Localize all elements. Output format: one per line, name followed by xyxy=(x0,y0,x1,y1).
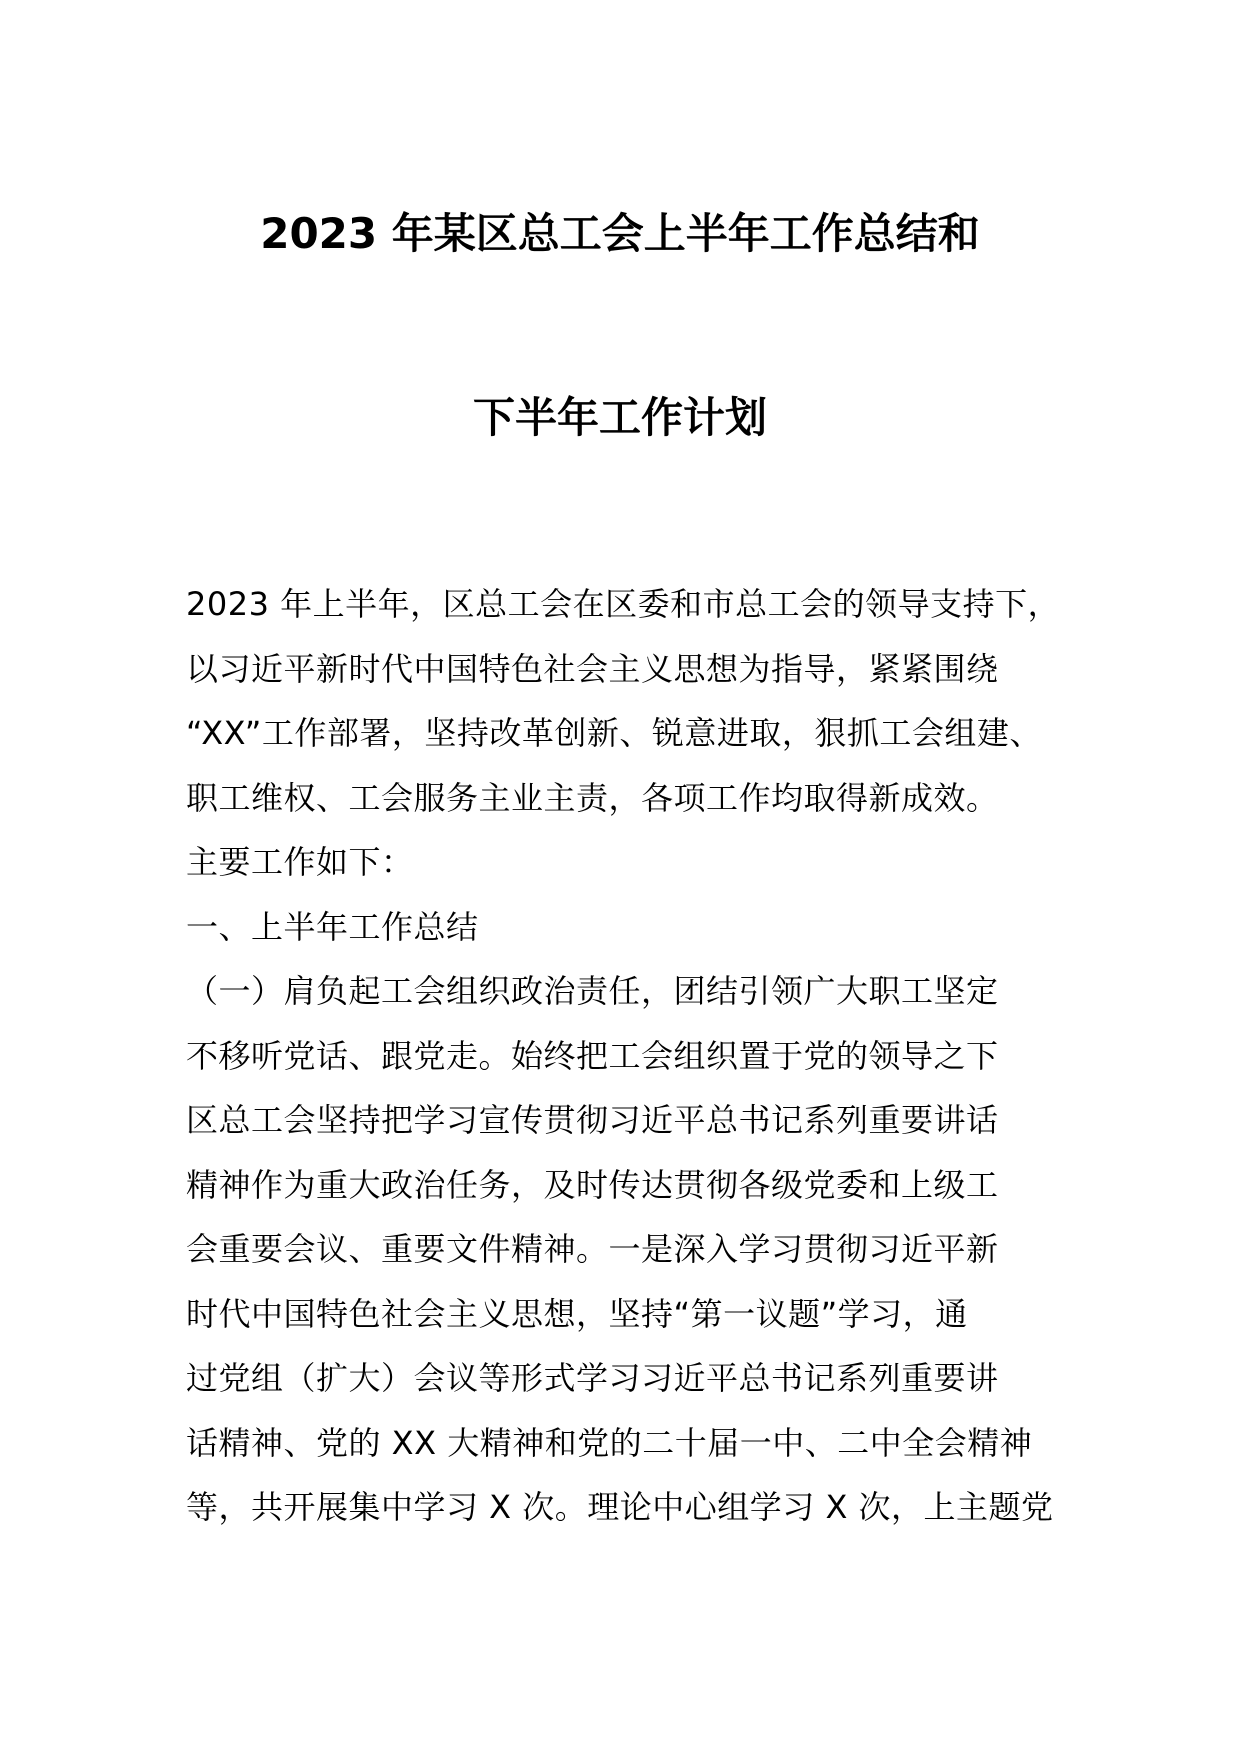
body-line: 时代中国特色社会主义思想，坚持“第一议题”学习，通 xyxy=(186,1294,968,1333)
body-line: “XX”工作部署，坚持改革创新、锐意进取，狠抓工会组建、 xyxy=(186,714,1042,752)
body-line: 精神作为重大政治任务，及时传达贯彻各级党委和上级工 xyxy=(186,1165,999,1204)
body-line: 区总工会坚持把学习宣传贯彻习近平总书记系列重要讲话 xyxy=(186,1101,999,1139)
body-line: 以习近平新时代中国特色社会主义思想为指导，紧紧围绕 xyxy=(186,649,999,688)
document-body xyxy=(186,572,1086,1540)
body-line: 话精神、党的 XX 大精神和党的二十届一中、二中全会精神 xyxy=(186,1423,1033,1462)
body-line: 职工维权、工会服务主业主责，各项工作均取得新成效。 xyxy=(186,778,999,817)
section-heading: 一、上半年工作总结 xyxy=(186,907,479,946)
document-title-line-1: 2023 年某区总工会上半年工作总结和 xyxy=(260,209,980,258)
document-title-line-2: 下半年工作计划 xyxy=(472,393,767,442)
body-line: 等，共开展集中学习 X 次。理论中心组学习 X 次，上主题党 xyxy=(186,1488,1054,1526)
subsection-heading: （一）肩负起工会组织政治责任，团结引领广大职工坚定 xyxy=(186,972,999,1010)
body-line: 2023 年上半年，区总工会在区委和市总工会的领导支持下， xyxy=(186,585,1061,623)
body-line: 主要工作如下： xyxy=(186,843,414,881)
body-line: 不移听党话、跟党走。始终把工会组织置于党的领导之下 xyxy=(186,1036,999,1075)
body-line: 会重要会议、重要文件精神。一是深入学习贯彻习近平新 xyxy=(186,1230,999,1268)
body-line: 过党组（扩大）会议等形式学习习近平总书记系列重要讲 xyxy=(186,1359,999,1397)
